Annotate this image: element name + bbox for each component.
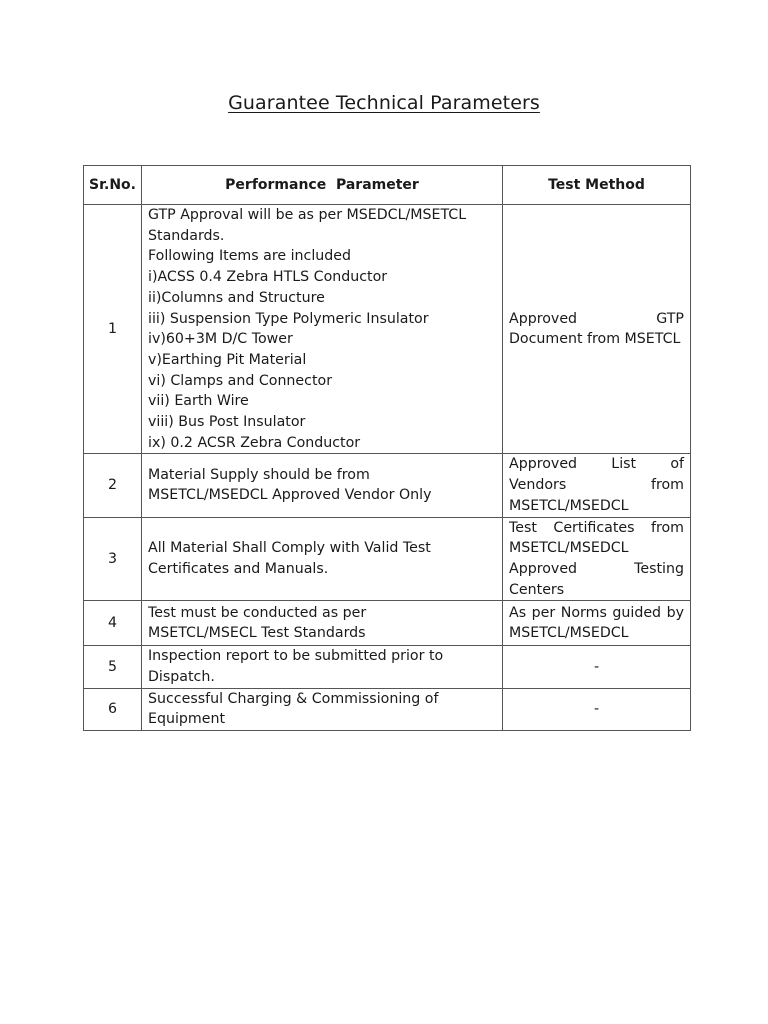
parameter-line: vi) Clamps and Connector — [148, 372, 333, 389]
parameter-line: Test must be conducted as per MSETCL/MSECL Test Standards — [148, 604, 367, 642]
header-test-method: Test Method — [503, 166, 691, 205]
table-row — [84, 454, 691, 517]
row-parameter — [142, 601, 503, 646]
parameter-line: iv)60+3M D/C Tower — [148, 331, 293, 348]
table-header-row — [84, 166, 691, 205]
row-test-method: - — [503, 688, 691, 730]
table-row — [84, 688, 691, 730]
header-sr-no: Sr.No. — [84, 166, 142, 205]
parameter-line: Following Items are included — [148, 248, 352, 265]
header-performance-parameter: Performance Parameter — [142, 166, 503, 205]
gtp-table — [83, 165, 691, 731]
parameter-line: All Material Shall Comply with Valid Test Certificates and Manuals. — [148, 540, 431, 577]
parameter-line: viii) Bus Post Insulator — [148, 414, 306, 431]
row-parameter — [142, 688, 503, 730]
row-parameter — [142, 205, 503, 454]
row-sr-number: 1 — [84, 205, 142, 454]
parameter-line: ii)Columns and Structure — [148, 289, 325, 306]
row-parameter — [142, 454, 503, 517]
row-test-method: As per Norms guided by MSETCL/MSEDCL — [503, 601, 691, 646]
row-sr-number: 4 — [84, 601, 142, 646]
row-sr-number: 6 — [84, 688, 142, 730]
row-test-method: Approved List of Vendors from MSETCL/MSEDCL — [503, 454, 691, 517]
row-sr-number: 5 — [84, 646, 142, 688]
parameter-line: GTP Approval will be as per MSEDCL/MSETCL Standards. — [148, 207, 467, 244]
row-test-method: - — [503, 646, 691, 688]
parameter-line: vii) Earth Wire — [148, 393, 249, 410]
parameter-line: Inspection report to be submitted prior to Dispatch. — [148, 648, 444, 686]
row-sr-number: 2 — [84, 454, 142, 517]
row-sr-number: 3 — [84, 517, 142, 601]
parameter-line: i)ACSS 0.4 Zebra HTLS Conductor — [148, 269, 388, 286]
parameter-line: v)Earthing Pit Material — [148, 351, 307, 368]
row-parameter — [142, 646, 503, 688]
table-row — [84, 517, 691, 601]
document-title: Guarantee Technical Parameters — [228, 92, 540, 114]
row-test-method: Approved GTP Document from MSETCL — [503, 205, 691, 454]
row-test-method: Test Certificates from MSETCL/MSEDCL Approved Testing Centers — [503, 517, 691, 601]
parameter-line: iii) Suspension Type Polymeric Insulator — [148, 310, 429, 327]
parameter-line: Successful Charging & Commissioning of Equipment — [148, 690, 439, 728]
table-row — [84, 601, 691, 646]
parameter-line: ix) 0.2 ACSR Zebra Conductor — [148, 434, 361, 451]
table-row — [84, 205, 691, 454]
parameter-line: Material Supply should be from MSETCL/MSEDCL Approved Vendor Only — [148, 466, 432, 504]
row-parameter — [142, 517, 503, 601]
table-row — [84, 646, 691, 688]
